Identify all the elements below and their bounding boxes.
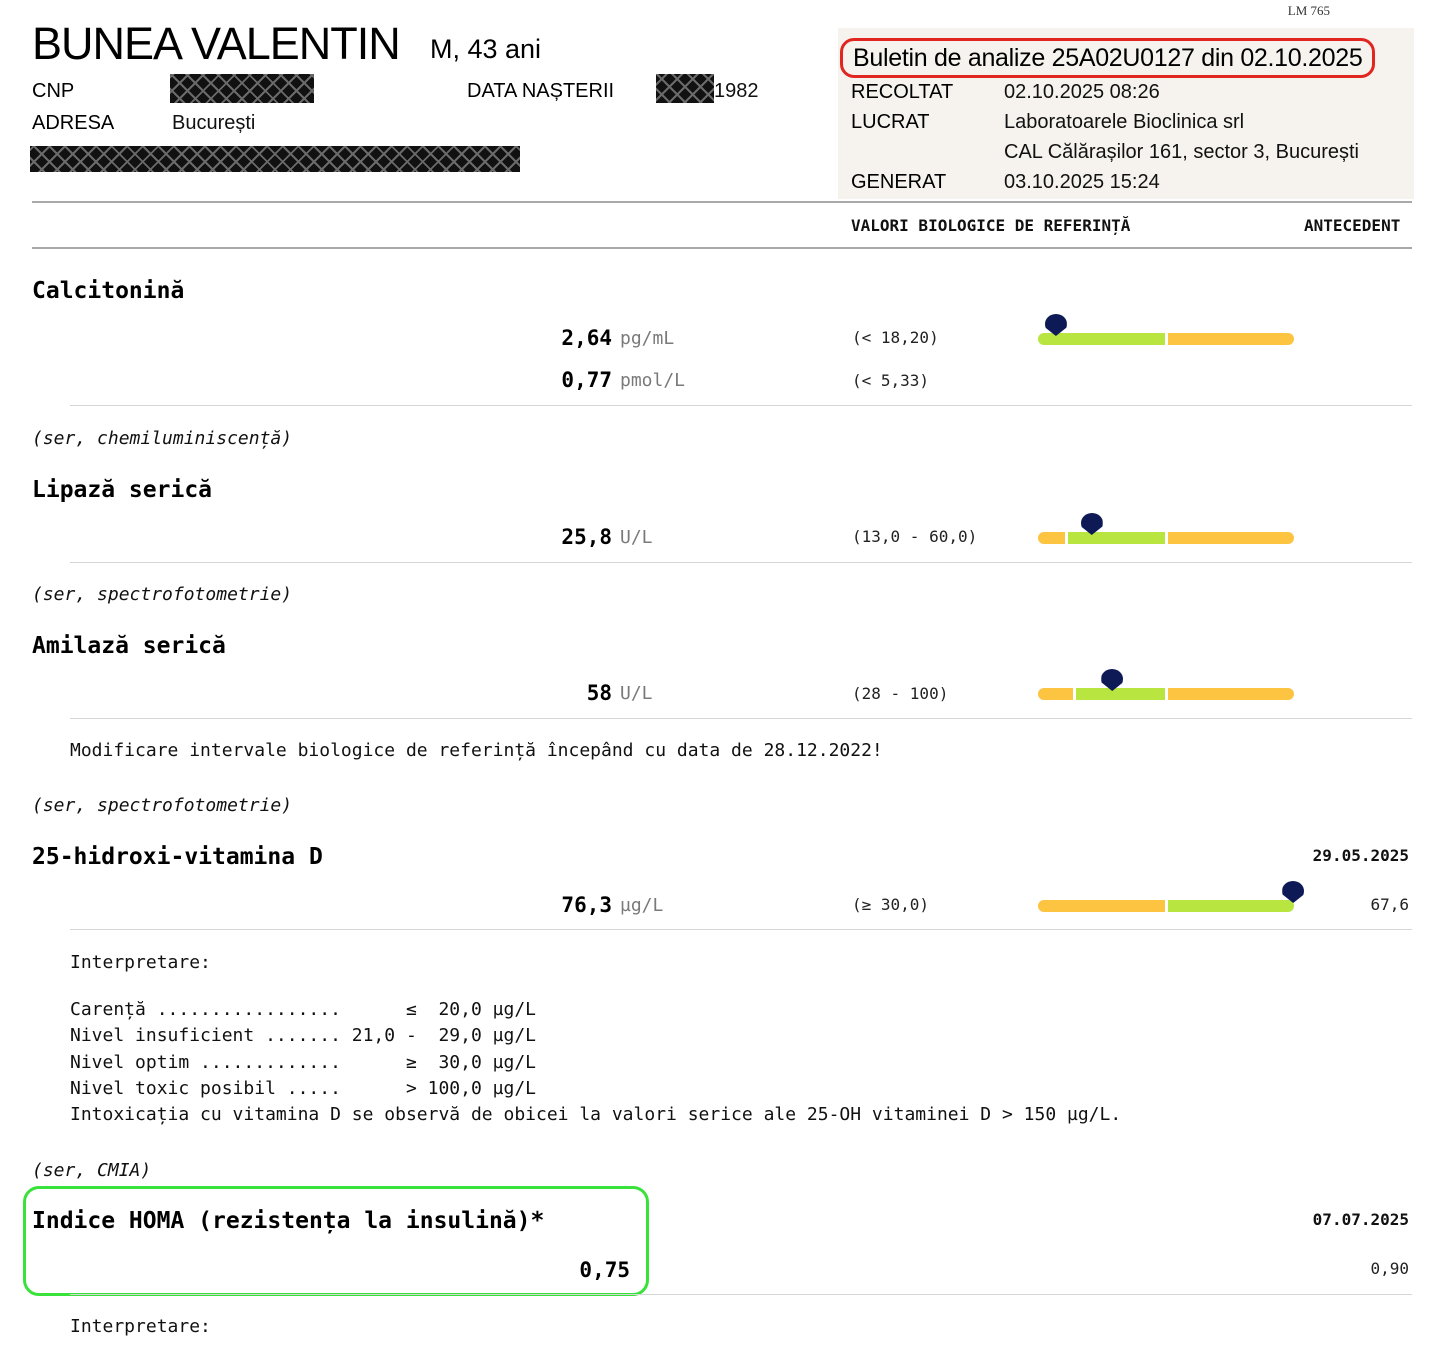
birth-date-redacted (656, 74, 714, 103)
test-name-amilaza: Amilază serică (32, 633, 226, 659)
form-code: LM 765 (1287, 3, 1330, 18)
interpretation-line: Nivel insuficient ....... 21,0 - 29,0 µg/L (70, 1025, 536, 1046)
test-name-lipaza: Lipază serică (32, 477, 213, 503)
address-redacted (30, 146, 520, 172)
previous-date-homa: 07.07.2025 (1312, 1210, 1409, 1229)
result-amilaza: 58 (586, 681, 612, 705)
header-divider-bottom (32, 247, 1412, 249)
bulletin-title: Buletin de analize 25A02U0127 din 02.10.2025 (840, 38, 1375, 78)
address-label: ADRESA (32, 112, 115, 134)
unit-lipaza: U/L (620, 527, 653, 548)
birth-year: 1982 (714, 80, 759, 102)
method-amilaza: (ser, spectrofotometrie) (32, 795, 293, 816)
recoltat-label: RECOLTAT (851, 81, 954, 103)
generat-value: 03.10.2025 15:24 (1004, 171, 1160, 193)
test-name-homa: Indice HOMA (rezistența la insulină)* (32, 1208, 545, 1234)
interpretation-line: Intoxicația cu vitamina D se observă de obicei la valori serice ale 25-OH vitaminei D > 150 µg/L. (70, 1104, 1122, 1125)
row-divider (70, 562, 1412, 563)
interpretation-title-vitamina-d: Interpretare: (70, 952, 211, 973)
interpretation-line: Nivel toxic posibil ..... > 100,0 µg/L (70, 1078, 536, 1099)
method-vitamina-d: (ser, CMIA) (32, 1160, 152, 1181)
test-name-calcitonina: Calcitonină (32, 278, 185, 304)
cnp-redacted (170, 74, 314, 103)
ref-amilaza: (28 - 100) (852, 684, 949, 703)
ref-vitamina-d: (≥ 30,0) (852, 895, 930, 914)
unit-vitamina-d: µg/L (620, 895, 664, 916)
row-divider (70, 405, 1412, 406)
row-divider (70, 929, 1412, 930)
previous-date-vitamina-d: 29.05.2025 (1312, 846, 1409, 865)
previous-column-header: ANTECEDENT (1304, 216, 1401, 235)
unit-calcitonina-pmol: pmol/L (620, 370, 686, 391)
note-amilaza: Modificare intervale biologice de referință începând cu data de 28.12.2022! (70, 740, 883, 761)
result-lipaza: 25,8 (561, 525, 612, 549)
interpretation-title-homa: Interpretare: (70, 1316, 211, 1337)
unit-calcitonina-pg: pg/mL (620, 328, 675, 349)
interpretation-line: Nivel optim ............. ≥ 30,0 µg/L (70, 1052, 536, 1073)
previous-value-homa: 0,90 (1370, 1259, 1409, 1278)
header-divider-top (32, 201, 1412, 203)
generat-label: GENERAT (851, 171, 947, 193)
gauge-amilaza (1038, 688, 1294, 700)
lucrat-value: Laboratoarele Bioclinica srl (1004, 111, 1245, 133)
test-name-vitamina-d: 25-hidroxi-vitamina D (32, 844, 323, 870)
ref-lipaza: (13,0 - 60,0) (852, 527, 978, 546)
ref-calcitonina-pmol: (< 5,33) (852, 371, 930, 390)
recoltat-value: 02.10.2025 08:26 (1004, 81, 1160, 103)
lucrat-address: CAL Călărașilor 161, sector 3, București (1004, 141, 1359, 163)
reference-column-header: VALORI BIOLOGICE DE REFERINȚĂ (851, 216, 1131, 235)
cnp-label: CNP (32, 80, 75, 102)
interpretation-line: Carență ................. ≤ 20,0 µg/L (70, 999, 536, 1020)
row-divider (70, 718, 1412, 719)
result-homa: 0,75 (579, 1258, 630, 1282)
birth-date-label: DATA NAȘTERII (467, 80, 615, 102)
patient-info: M, 43 ani (430, 34, 542, 64)
previous-value-vitamina-d: 67,6 (1370, 895, 1409, 914)
result-calcitonina-pg: 2,64 (561, 326, 612, 350)
result-calcitonina-pmol: 0,77 (561, 368, 612, 392)
unit-amilaza: U/L (620, 683, 653, 704)
address-value: București (172, 112, 256, 134)
method-lipaza: (ser, spectrofotometrie) (32, 584, 293, 605)
ref-calcitonina-pg: (< 18,20) (852, 328, 939, 347)
lucrat-label: LUCRAT (851, 111, 930, 133)
method-calcitonina: (ser, chemiluminiscență) (32, 428, 293, 449)
row-divider (70, 1294, 1412, 1295)
gauge-calcitonina (1038, 333, 1294, 345)
gauge-lipaza (1038, 532, 1294, 544)
patient-name: BUNEA VALENTIN (32, 18, 400, 69)
result-vitamina-d: 76,3 (561, 893, 612, 917)
